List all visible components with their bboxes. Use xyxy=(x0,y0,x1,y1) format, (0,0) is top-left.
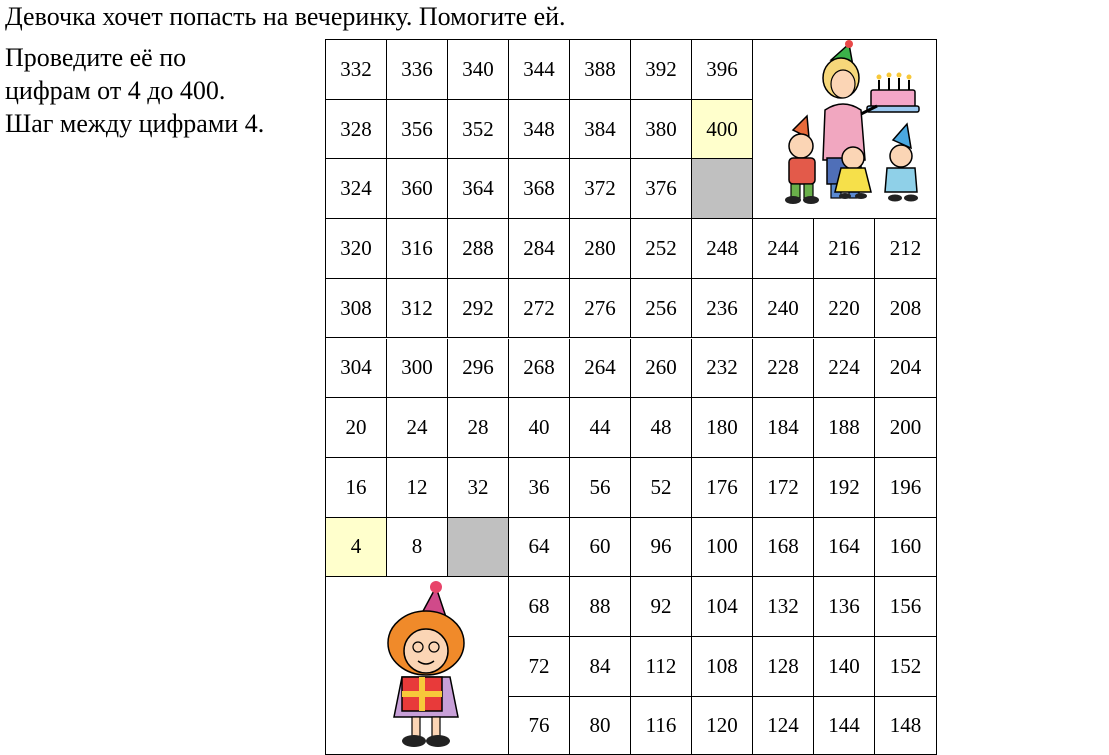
maze-cell[interactable]: 156 xyxy=(875,577,936,637)
maze-cell[interactable]: 356 xyxy=(387,100,448,160)
maze-cell[interactable]: 144 xyxy=(814,697,875,754)
blocked-cell[interactable] xyxy=(448,518,509,578)
maze-cell[interactable]: 300 xyxy=(387,339,448,399)
maze-cell[interactable]: 232 xyxy=(692,339,753,399)
maze-cell[interactable]: 188 xyxy=(814,398,875,458)
maze-cell[interactable]: 84 xyxy=(570,637,631,697)
maze-cell[interactable]: 396 xyxy=(692,40,753,100)
maze-cell[interactable]: 136 xyxy=(814,577,875,637)
girl-picture xyxy=(326,577,509,754)
maze-cell[interactable]: 360 xyxy=(387,159,448,219)
maze-cell[interactable]: 104 xyxy=(692,577,753,637)
maze-cell[interactable]: 60 xyxy=(570,518,631,578)
maze-cell[interactable]: 328 xyxy=(326,100,387,160)
maze-cell[interactable]: 344 xyxy=(509,40,570,100)
maze-cell[interactable]: 196 xyxy=(875,458,936,518)
maze-cell[interactable]: 268 xyxy=(509,339,570,399)
maze-cell[interactable]: 336 xyxy=(387,40,448,100)
maze-cell[interactable]: 208 xyxy=(875,279,936,339)
maze-cell[interactable]: 296 xyxy=(448,339,509,399)
maze-cell[interactable]: 160 xyxy=(875,518,936,578)
maze-cell[interactable]: 308 xyxy=(326,279,387,339)
maze-cell[interactable]: 272 xyxy=(509,279,570,339)
maze-cell[interactable]: 168 xyxy=(753,518,814,578)
maze-cell[interactable]: 276 xyxy=(570,279,631,339)
maze-cell[interactable]: 176 xyxy=(692,458,753,518)
maze-cell[interactable]: 316 xyxy=(387,219,448,279)
party-family-with-cake-icon xyxy=(753,40,935,219)
maze-cell[interactable]: 240 xyxy=(753,279,814,339)
maze-cell[interactable]: 16 xyxy=(326,458,387,518)
maze-cell[interactable]: 132 xyxy=(753,577,814,637)
maze-cell[interactable]: 164 xyxy=(814,518,875,578)
maze-cell[interactable]: 372 xyxy=(570,159,631,219)
maze-cell[interactable]: 304 xyxy=(326,339,387,399)
maze-cell[interactable]: 140 xyxy=(814,637,875,697)
maze-cell[interactable]: 24 xyxy=(387,398,448,458)
maze-cell[interactable]: 20 xyxy=(326,398,387,458)
maze-cell[interactable]: 72 xyxy=(509,637,570,697)
maze-cell[interactable]: 364 xyxy=(448,159,509,219)
page-title: Девочка хочет попасть на вечеринку. Помогите ей. xyxy=(5,2,566,31)
maze-cell[interactable]: 36 xyxy=(509,458,570,518)
instruction-line: цифрам от 4 до 400. xyxy=(5,76,226,105)
blocked-cell[interactable] xyxy=(692,159,753,219)
maze-cell[interactable]: 264 xyxy=(570,339,631,399)
maze-cell[interactable]: 388 xyxy=(570,40,631,100)
maze-cell[interactable]: 52 xyxy=(631,458,692,518)
instruction-line: Проведите её по xyxy=(5,43,187,72)
maze-cell[interactable]: 116 xyxy=(631,697,692,754)
maze-cell[interactable]: 352 xyxy=(448,100,509,160)
maze-cell[interactable]: 248 xyxy=(692,219,753,279)
maze-cell[interactable]: 244 xyxy=(753,219,814,279)
maze-cell[interactable]: 220 xyxy=(814,279,875,339)
maze-cell[interactable]: 120 xyxy=(692,697,753,754)
maze-cell[interactable]: 44 xyxy=(570,398,631,458)
girl-with-gift-icon xyxy=(326,577,508,755)
maze-cell[interactable]: 12 xyxy=(387,458,448,518)
maze-cell[interactable]: 368 xyxy=(509,159,570,219)
maze-cell[interactable]: 252 xyxy=(631,219,692,279)
maze-cell[interactable]: 124 xyxy=(753,697,814,754)
maze-cell[interactable]: 152 xyxy=(875,637,936,697)
maze-cell[interactable]: 68 xyxy=(509,577,570,637)
maze-cell[interactable]: 172 xyxy=(753,458,814,518)
maze-cell[interactable]: 260 xyxy=(631,339,692,399)
maze-cell[interactable]: 200 xyxy=(875,398,936,458)
maze-cell[interactable]: 32 xyxy=(448,458,509,518)
maze-cell[interactable]: 88 xyxy=(570,577,631,637)
maze-cell[interactable]: 284 xyxy=(509,219,570,279)
goal-cell[interactable]: 400 xyxy=(692,100,753,160)
maze-grid xyxy=(325,39,937,755)
maze-cell[interactable]: 228 xyxy=(753,339,814,399)
maze-cell[interactable]: 256 xyxy=(631,279,692,339)
maze-cell[interactable]: 100 xyxy=(692,518,753,578)
maze-cell[interactable]: 8 xyxy=(387,518,448,578)
maze-cell[interactable]: 348 xyxy=(509,100,570,160)
maze-cell[interactable]: 324 xyxy=(326,159,387,219)
maze-cell[interactable]: 96 xyxy=(631,518,692,578)
maze-cell[interactable]: 288 xyxy=(448,219,509,279)
start-cell[interactable]: 4 xyxy=(326,518,387,578)
maze-cell[interactable]: 76 xyxy=(509,697,570,754)
instruction-line: Шаг между цифрами 4. xyxy=(5,109,265,138)
maze-cell[interactable]: 216 xyxy=(814,219,875,279)
maze-cell[interactable]: 320 xyxy=(326,219,387,279)
maze-cell[interactable]: 384 xyxy=(570,100,631,160)
maze-cell[interactable]: 184 xyxy=(753,398,814,458)
maze-cell[interactable]: 380 xyxy=(631,100,692,160)
maze-cell[interactable]: 212 xyxy=(875,219,936,279)
maze-cell[interactable]: 204 xyxy=(875,339,936,399)
maze-cell[interactable]: 148 xyxy=(875,697,936,754)
maze-cell[interactable]: 292 xyxy=(448,279,509,339)
maze-cell[interactable]: 332 xyxy=(326,40,387,100)
maze-cell[interactable]: 28 xyxy=(448,398,509,458)
maze-cell[interactable]: 280 xyxy=(570,219,631,279)
maze-cell[interactable]: 64 xyxy=(509,518,570,578)
maze-cell[interactable]: 128 xyxy=(753,637,814,697)
maze-cell[interactable]: 92 xyxy=(631,577,692,637)
maze-cell[interactable]: 312 xyxy=(387,279,448,339)
maze-cell[interactable]: 56 xyxy=(570,458,631,518)
maze-cell[interactable]: 40 xyxy=(509,398,570,458)
maze-cell[interactable]: 180 xyxy=(692,398,753,458)
maze-cell[interactable]: 108 xyxy=(692,637,753,697)
maze-cell[interactable]: 392 xyxy=(631,40,692,100)
instructions xyxy=(5,41,264,140)
maze-cell[interactable]: 376 xyxy=(631,159,692,219)
maze-cell[interactable]: 112 xyxy=(631,637,692,697)
maze-cell[interactable]: 192 xyxy=(814,458,875,518)
maze-cell[interactable]: 236 xyxy=(692,279,753,339)
party-picture xyxy=(753,40,936,219)
maze-cell[interactable]: 48 xyxy=(631,398,692,458)
maze-cell[interactable]: 80 xyxy=(570,697,631,754)
maze-cell[interactable]: 224 xyxy=(814,339,875,399)
maze-cell[interactable]: 340 xyxy=(448,40,509,100)
